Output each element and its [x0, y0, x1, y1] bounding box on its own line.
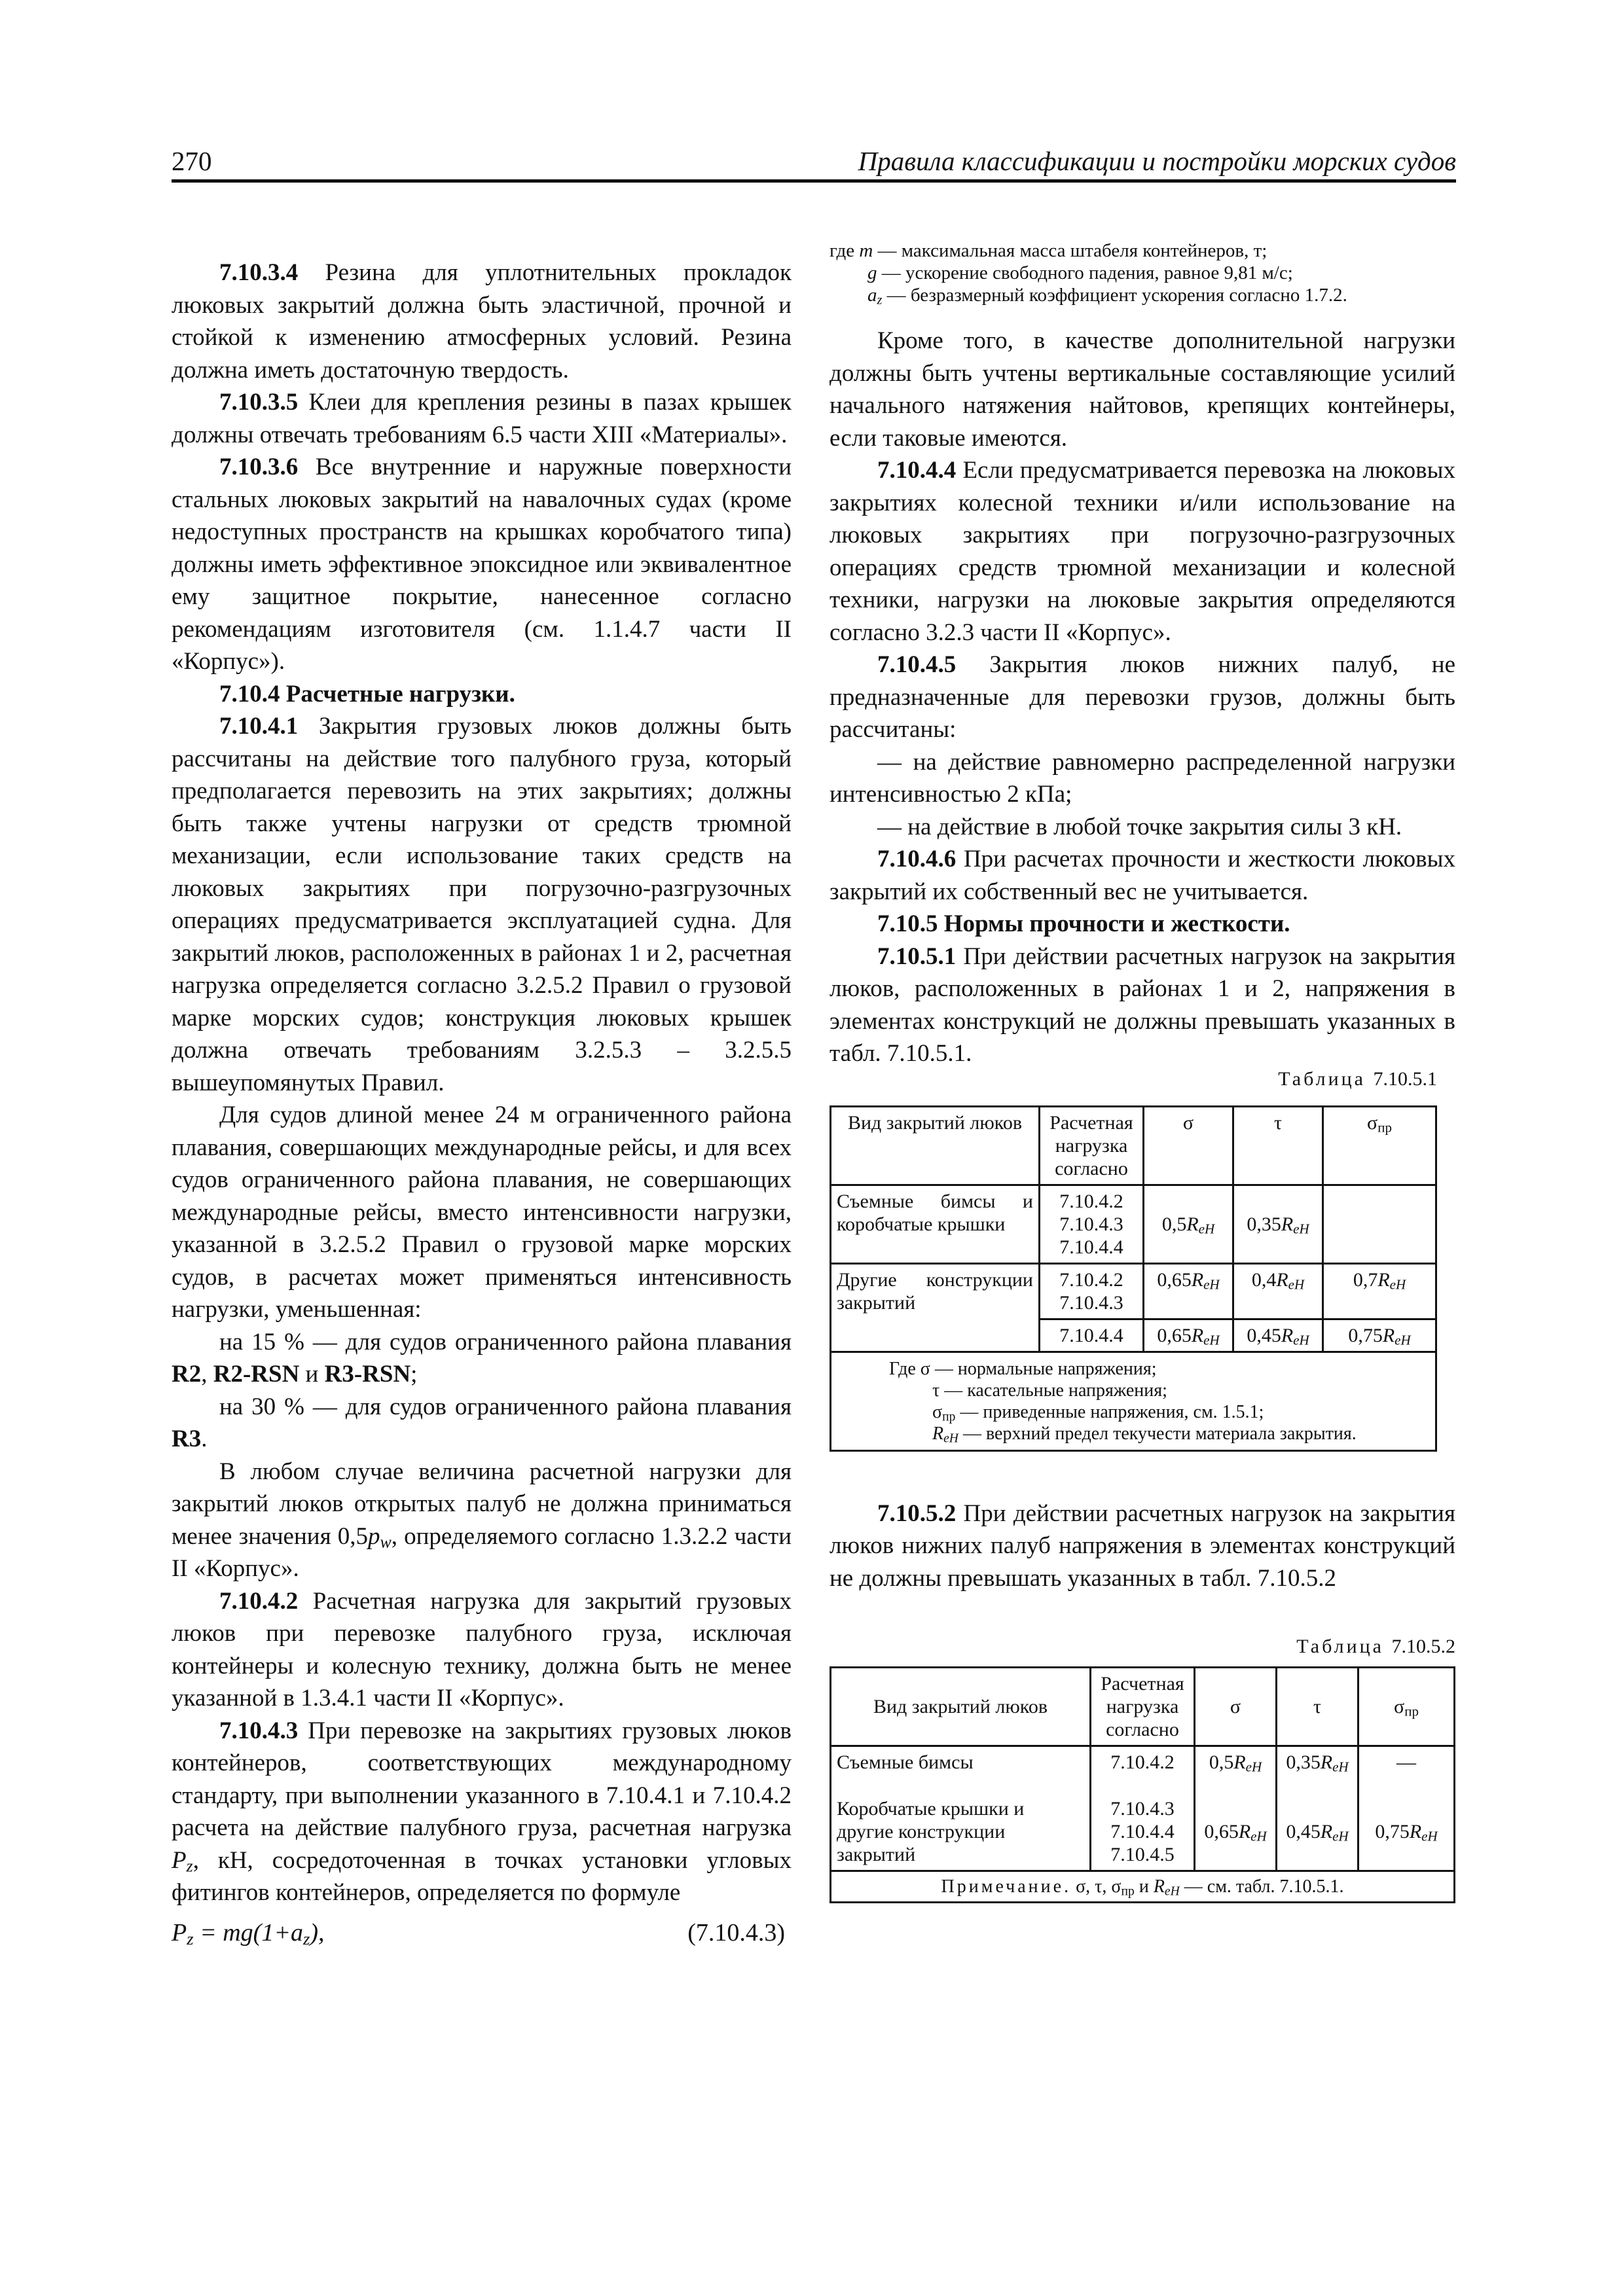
- table-cell: $0,65R_{eH}$: [1195, 1793, 1277, 1871]
- header-cell: Вид закрытий люков: [831, 1106, 1040, 1185]
- formula-number: (7.10.4.3): [687, 1918, 785, 1946]
- header-cell: Расчетная нагрузка согласно: [1091, 1668, 1195, 1746]
- table-notes-row: [831, 1871, 1455, 1903]
- table-header-row: [831, 1106, 1436, 1185]
- paragraph-7-10-5-1: 7.10.5.1 При действии расчетных нагрузок на закрытия люков, расположенных в районах 1 и 2, напряжения в элементах конструкций не должны превышать указанных в табл. 7.10.5.1.: [830, 942, 1455, 1067]
- formula-legend: [830, 240, 1455, 306]
- header-cell: $\sigma_{пр}$: [1323, 1106, 1436, 1185]
- paragraph-7-10-5-2: 7.10.5.2 При действии расчетных нагрузок на закрытия люков нижних палуб напряжения в элементах конструкций не должны превышать указанных в табл. 7.10.5.2: [830, 1499, 1455, 1592]
- paragraph-minimum-load: В любом случае величина расчетной нагрузки для закрытий люков открытых палуб не должна приниматься менее значения $0,5p_w$, определяемого согласно 1.3.2.2 части II «Корпус».: [172, 1458, 792, 1582]
- table-cell: $0,5R_{eH}$: [1144, 1185, 1233, 1263]
- legend-g: g — ускорение свободного падения, равное 9,81 м/с;: [867, 262, 1293, 283]
- legend-az: $a_z$ — безразмерный коэффициент ускорения согласно 1.7.2.: [867, 285, 1347, 308]
- paragraph-7-10-4-2: 7.10.4.2 Расчетная нагрузка для закрытий грузовых люков при перевозке палубного груза, исключая контейнеры и колесную технику, должна быть не менее указанной в 1.3.4.1 части II «Корпус».: [172, 1587, 792, 1712]
- table-row: [831, 1185, 1436, 1263]
- table2-caption: Таблица 7.10.5.2: [1296, 1636, 1455, 1657]
- table-cell: $0,4R_{eH}$: [1233, 1263, 1323, 1319]
- paragraph-7-10-4-4: 7.10.4.4 Если предусматривается перевозка на люковых закрытиях колесной техники и/или использование на люковых закрытиях при погрузочно-разгрузочных операциях средств трюмной механизации и колесной техники, нагрузки на люковые закрытия определяются согласно 3.2.3 части II «Корпус».: [830, 457, 1455, 646]
- paragraph-7-10-3-5: 7.10.3.5 Клеи для крепления резины в пазах крышек должны отвечать требованиям 6.5 части XIII «Материалы».: [172, 389, 792, 448]
- paragraph-7-10-4-5: 7.10.4.5 Закрытия люков нижних палуб, не предназначенные для перевозки грузов, должны быть рассчитаны:: [830, 651, 1455, 743]
- table-cell: Другие конструкции закрытий: [831, 1263, 1040, 1352]
- paragraph-7-10-3-4: 7.10.3.4 Резина для уплотнительных прокладок люковых закрытий должна быть эластичной, прочной и стойкой к изменению атмосферных условий. Резина должна иметь достаточную твердость.: [172, 259, 792, 384]
- table-cell: —: [1359, 1746, 1455, 1794]
- table-7-10-5-1: [830, 1105, 1437, 1452]
- header-rule: [172, 179, 1456, 183]
- paragraph-7-10-3-6: 7.10.3.6 Все внутренние и наружные поверхности стальных люковых закрытий на навалочных судах (кроме недоступных пространств на крышках коробчатого типа) должны иметь эффективное эпоксидное или эквивалентное ему защитное покрытие, нанесенное согласно рекомендациям изготовителя (см. 1.1.4.7 части II «Корпус»).: [172, 454, 792, 675]
- table-row: [831, 1746, 1455, 1794]
- table-cell: Съемные бимсы: [831, 1746, 1091, 1794]
- table-cell: 7.10.4.2: [1091, 1746, 1195, 1794]
- formula-expression: $P_z = mg(1+a_z)$,: [172, 1918, 325, 1948]
- running-header: [172, 145, 1456, 178]
- running-title: Правила классификации и постройки морских судов: [858, 146, 1456, 176]
- table-cell: 7.10.4.2 7.10.4.3: [1040, 1263, 1144, 1319]
- section-heading-7-10-4: 7.10.4 Расчетные нагрузки.: [219, 680, 515, 708]
- table-cell: $0,5R_{eH}$: [1195, 1746, 1277, 1794]
- page-number: 270: [172, 146, 212, 176]
- paragraph-reduced-intensity: Для судов длиной менее 24 м ограниченного района плавания, совершающих международные рейсы, и для всех судов ограниченного района плавания, не совершающих международные рейсы, вместо интенсивности нагрузки, указанной в 3.2.5.2 Правил о грузовой марке морских судов, в расчетах может применяться интенсивность нагрузки, уменьшенная:: [172, 1102, 792, 1323]
- table-cell: $0,65R_{eH}$: [1144, 1319, 1233, 1352]
- formula-7-10-4-3: [172, 1917, 792, 1956]
- table-notes-row: [831, 1352, 1436, 1450]
- paragraph-7-10-4-3: 7.10.4.3 При перевозке на закрытиях грузовых люков контейнеров, соответствующих международному стандарту, при выполнении указанного в 7.10.4.1 и 7.10.4.2 расчета на действие палубного груза, расчетная нагрузка $P_z$, кН, сосредоточенная в точках установки угловых фитингов контейнеров, определяется по формуле: [172, 1717, 792, 1906]
- table-cell: Съемные бимсы и коробчатые крышки: [831, 1185, 1040, 1263]
- table-cell: $0,75R_{eH}$: [1323, 1319, 1436, 1352]
- table-cell: $0,35R_{eH}$: [1233, 1185, 1323, 1263]
- table-7-10-5-2: [830, 1666, 1455, 1903]
- table-cell: Коробчатые крышки и другие конструкции закрытий: [831, 1793, 1091, 1871]
- table-row: [831, 1263, 1436, 1319]
- header-cell: Вид закрытий люков: [831, 1668, 1091, 1746]
- table-cell: $0,75R_{eH}$: [1359, 1793, 1455, 1871]
- table-cell: $0,35R_{eH}$: [1277, 1746, 1359, 1794]
- table-cell: $0,45R_{eH}$: [1277, 1793, 1359, 1871]
- paragraph-point-load: — на действие в любой точке закрытия силы 3 кН.: [877, 813, 1402, 840]
- paragraph-uniform-load: — на действие равномерно распределенной нагрузки интенсивностью 2 кПа;: [830, 748, 1455, 808]
- table-cell: 7.10.4.2 7.10.4.3 7.10.4.4: [1040, 1185, 1144, 1263]
- table-cell: 7.10.4.4: [1040, 1319, 1144, 1352]
- table-cell: 7.10.4.3 7.10.4.4 7.10.4.5: [1091, 1793, 1195, 1871]
- table-cell: $0,45R_{eH}$: [1233, 1319, 1323, 1352]
- table-cell: $0,65R_{eH}$: [1144, 1263, 1233, 1319]
- legend-m: где m — максимальная масса штабеля контейнеров, т;: [830, 240, 1267, 261]
- section-heading-7-10-5: 7.10.5 Нормы прочности и жесткости.: [877, 910, 1290, 937]
- right-column: [830, 240, 1455, 1903]
- paragraph-15-percent: на 15 % — для судов ограниченного района плавания R2, R2-RSN и R3-RSN;: [172, 1328, 792, 1388]
- paragraph-7-10-4-6: 7.10.4.6 При расчетах прочности и жесткости люковых закрытий их собственный вес не учитывается.: [830, 846, 1455, 905]
- header-cell: σ: [1195, 1668, 1277, 1746]
- table-cell: $0,7R_{eH}$: [1323, 1263, 1436, 1319]
- header-cell: $\sigma_{пр}$: [1359, 1668, 1455, 1746]
- header-cell: τ: [1233, 1106, 1323, 1185]
- paragraph-lashing-forces: Кроме того, в качестве дополнительной нагрузки должны быть учтены вертикальные составляющие усилий начального натяжения найтовов, крепящих контейнеры, если таковые имеются.: [830, 327, 1455, 452]
- table1-notes: Где σ — нормальные напряжения; τ — касательные напряжения; $\sigma_{пр}$ — приведенные напряжения, см. 1.5.1; $R_{eH}$ — верхний предел текучести материала закрытия.: [831, 1352, 1436, 1450]
- paragraph-7-10-4-1: 7.10.4.1 Закрытия грузовых люков должны быть рассчитаны на действие того палубного груза, который предполагается перевозить на этих закрытиях; должны быть также учтены нагрузки от средств трюмной механизации, если использование таких средств на люковых закрытиях при погрузочно-разгрузочных операциях предусматривается эксплуатацией судна. Для закрытий люков, расположенных в районах 1 и 2, расчетная нагрузка определяется согласно 3.2.5.2 Правил о грузовой марке морских судов; конструкция люковых крышек должна отвечать требованиям 3.2.5.3 – 3.2.5.5 вышеупомянутых Правил.: [172, 713, 792, 1096]
- table2-note: Примечание. σ, τ, $\sigma_{пр}$ и $R_{eH}$ — см. табл. 7.10.5.1.: [831, 1871, 1455, 1903]
- table1-caption: Таблица 7.10.5.1: [1278, 1067, 1437, 1090]
- paragraph-30-percent: на 30 % — для судов ограниченного района плавания R3.: [172, 1393, 792, 1452]
- table-header-row: [831, 1668, 1455, 1746]
- header-cell: Расчетная нагрузка согласно: [1040, 1106, 1144, 1185]
- table-cell: [1323, 1185, 1436, 1263]
- header-cell: τ: [1277, 1668, 1359, 1746]
- header-cell: σ: [1144, 1106, 1233, 1185]
- left-column: [172, 257, 792, 1956]
- table-row: [831, 1793, 1455, 1871]
